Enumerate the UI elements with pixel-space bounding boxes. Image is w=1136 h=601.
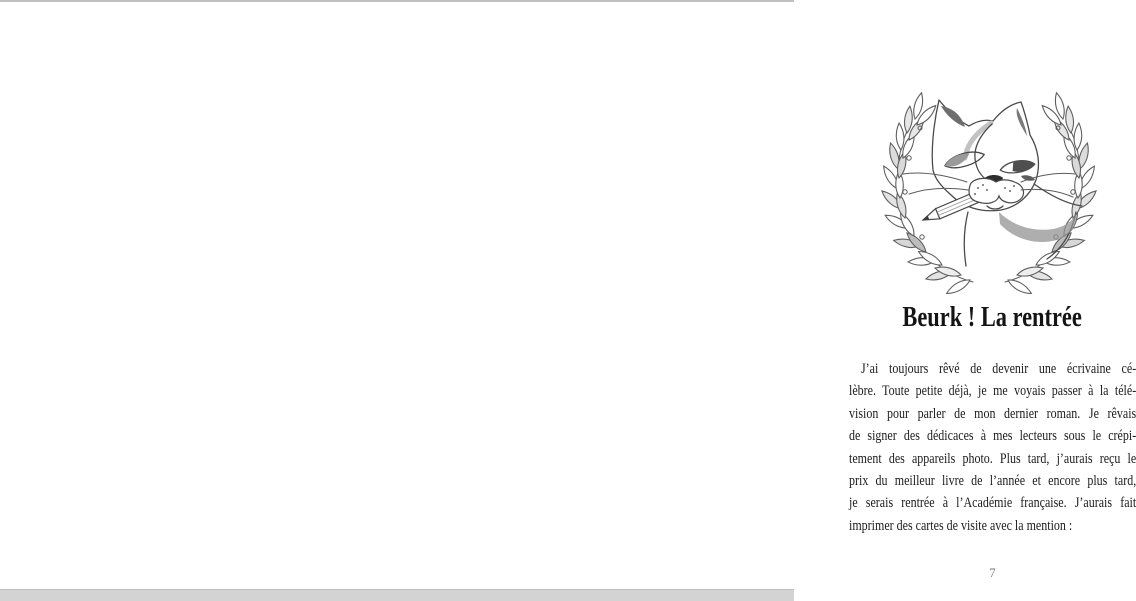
paragraph-line: J’ai toujours rêvé de devenir une écrivaine cé-: [861, 361, 1136, 377]
left-page-blank: [0, 2, 397, 587]
chapter-title: [849, 301, 1136, 335]
paragraph-line: imprimer des cartes de visite avec la mention :: [849, 517, 1073, 534]
paragraph-line: vision pour parler de mon dernier roman. Je rêvais: [849, 405, 1136, 422]
chapter-paragraph: [849, 358, 1136, 537]
cat-laurel-illustration: [875, 66, 1103, 294]
paragraph-line: lèbre. Toute petite déjà, je me voyais passer à la télé-: [849, 383, 1136, 400]
window-bottom-bar: [0, 589, 794, 601]
right-eye: [999, 158, 1035, 175]
chapter-title-text: Beurk ! La rentrée: [902, 302, 1083, 333]
paragraph-line: prix du meilleur livre de l’année et encore plus tard,: [849, 472, 1136, 489]
paragraph-line: de signer des dédicaces à mes lecteurs sous le crépi-: [849, 428, 1136, 445]
page-number: 7: [989, 566, 996, 580]
paragraph-line: je serais rentrée à l’Académie française. J’aurais fait: [849, 495, 1136, 512]
muzzle: [969, 178, 1023, 203]
right-page: [397, 2, 1136, 587]
paragraph-line: tement des appareils photo. Plus tard, j’aurais reçu le: [849, 450, 1136, 467]
